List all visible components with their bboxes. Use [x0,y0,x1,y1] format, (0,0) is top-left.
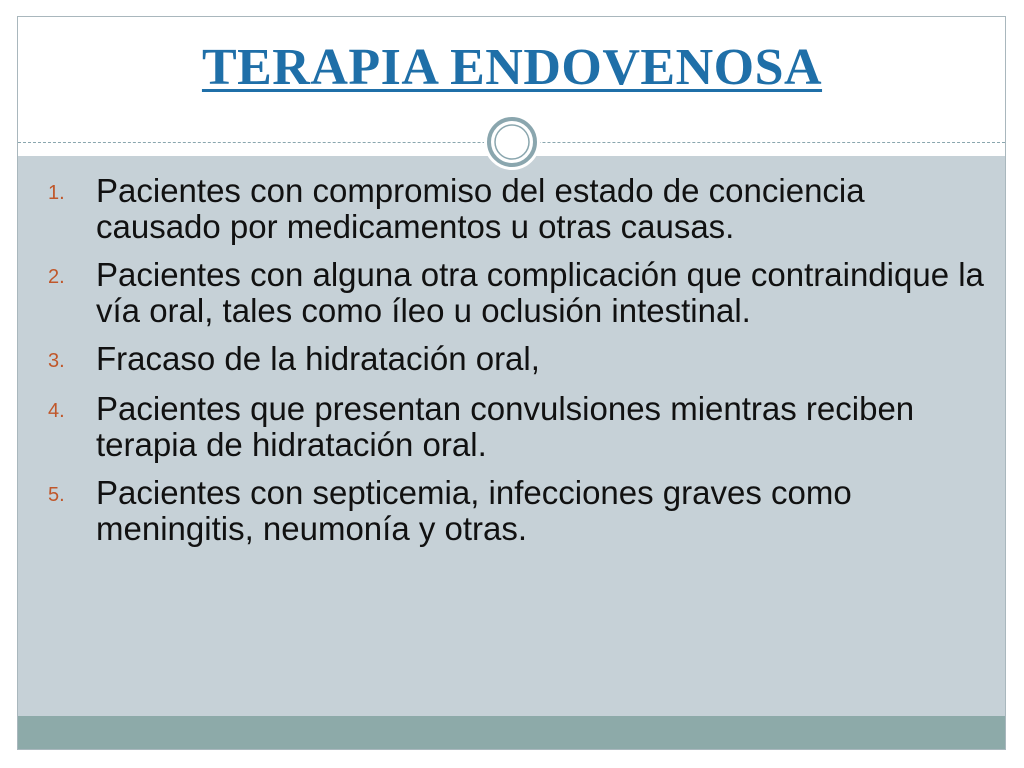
list-item [40,391,990,463]
list-item-text: Fracaso de la hidratación oral, [96,340,540,377]
list-item [40,173,990,245]
footer-bar [18,716,1005,749]
list-item-text: Pacientes con compromiso del estado de conciencia causado por medicamentos u otras causas. [96,172,865,245]
list-item-text: Pacientes con alguna otra complicación que contraindique la vía oral, tales como íleo u oclusión intestinal. [96,256,984,329]
list-item [40,341,990,379]
list-item-text: Pacientes con septicemia, infecciones graves como meningitis, neumonía y otras. [96,474,852,547]
list-item [40,475,990,547]
list-item-text: Pacientes que presentan convulsiones mientras reciben terapia de hidratación oral. [96,390,915,463]
ring-ornament-icon [483,113,541,171]
list-item [40,257,990,329]
list-item-number: 1. [48,182,65,204]
list-item-number: 3. [48,350,65,372]
slide-title [0,38,1024,98]
slide-title-text: TERAPIA ENDOVENOSA [201,39,823,96]
list-item-number: 4. [48,400,65,422]
list-item-number: 5. [48,484,65,506]
list-item-number: 2. [48,266,65,288]
bullet-list [40,173,990,559]
